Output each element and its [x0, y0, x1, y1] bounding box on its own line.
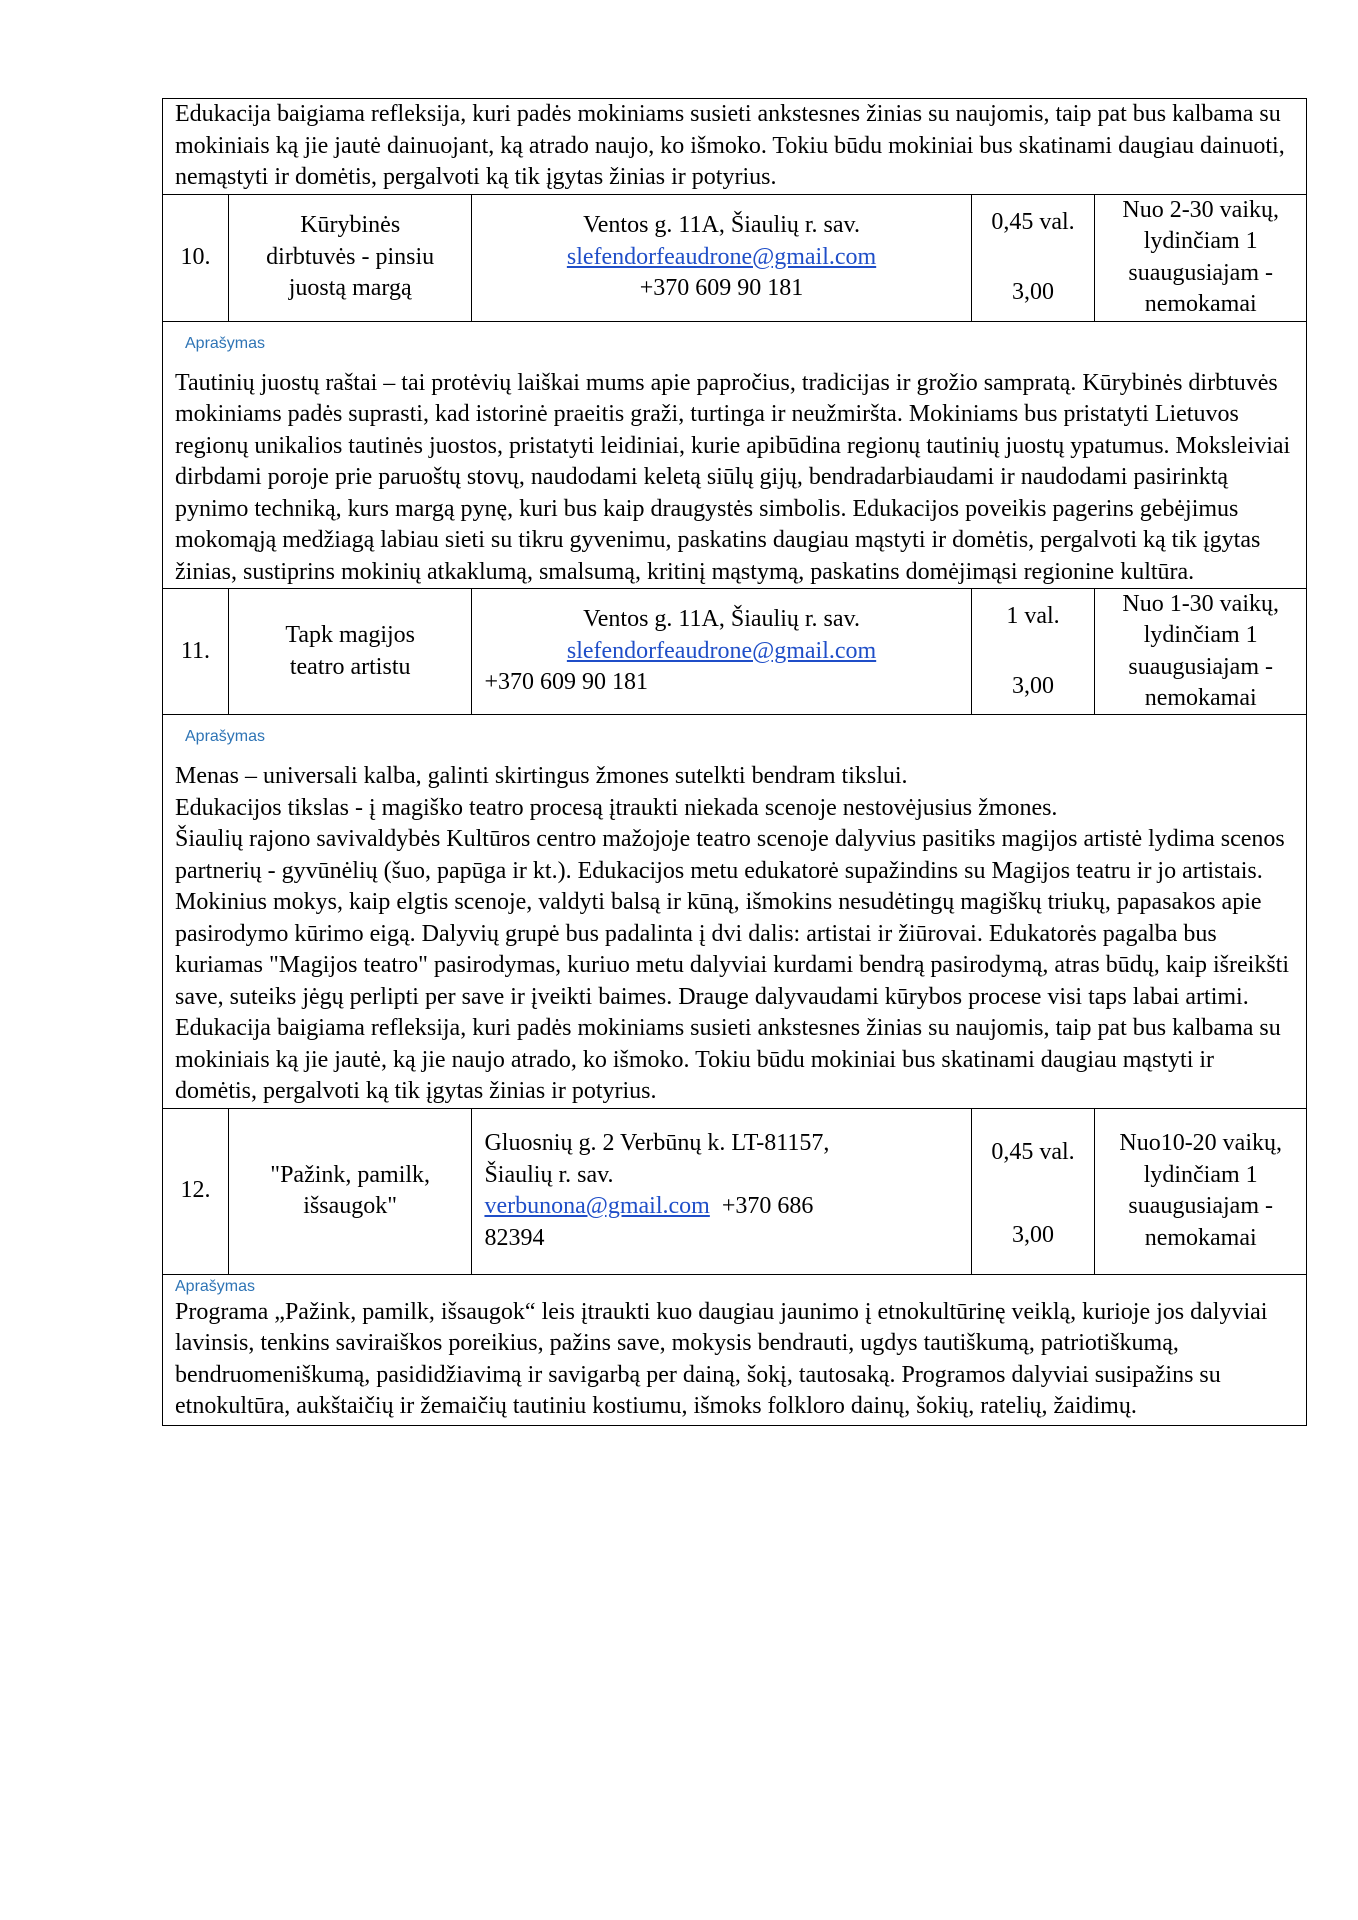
- description-10: [162, 321, 1307, 589]
- intro-description: [162, 98, 1307, 194]
- description-label: Aprašymas: [175, 1277, 256, 1295]
- contact-info: [472, 195, 971, 321]
- description-paragraph: Edukacija baigiama refleksija, kuri padės mokiniams susieti ankstesnes žinias su naujomis, taip pat bus kalbama su mokiniais ką jie jautė, ką jie naujo atrado, ko išmoko. Tokiu būdu mokiniai bus skatinami daugiau mąstyti ir domėtis, pergalvoti ką tik įgytas žinias ir potyrius.: [175, 1015, 1281, 1104]
- contact-info: [472, 589, 971, 714]
- group-size: Nuo 2-30 vaikų, lydinčiam 1 suaugusiajam - nemokamai: [1122, 196, 1280, 317]
- description-12: [162, 1274, 1307, 1426]
- price: 3,00: [1011, 672, 1054, 699]
- address-line: Šiaulių r. sav.: [484, 1161, 614, 1188]
- row-number: 10.: [163, 195, 229, 321]
- email-link[interactable]: slefendorfeaudrone@gmail.com: [566, 243, 877, 270]
- group-size: Nuo10-20 vaikų, lydinčiam 1 suaugusiajam - nemokamai: [1119, 1130, 1283, 1251]
- program-title: "Pažink, pamilk, išsaugok": [229, 1109, 473, 1274]
- intro-text: Edukacija baigiama refleksija, kuri padės mokiniams susieti ankstesnes žinias su naujomis, taip pat bus kalbama su mokiniais ką jie jautė dainuojant, ką atrado naujo, ko išmoko. Tokiu būdu mokiniai bus skatinami daugiau dainuoti, nemąstyti ir domėtis, pergalvoti ką tik įgytas žinias ir potyrius.: [175, 101, 1285, 190]
- phone: +370 686: [709, 1193, 814, 1219]
- phone: +370 609 90 181: [639, 275, 804, 302]
- description-paragraph: Edukacijos tikslas - į magiško teatro procesą įtraukti niekada scenoje nestovėjusius žmones.: [175, 794, 1058, 821]
- address-line: Gluosnių g. 2 Verbūnų k. LT-81157,: [484, 1130, 830, 1156]
- table-row-10: [162, 194, 1307, 321]
- description-paragraph: Menas – universali kalba, galinti skirtingus žmones sutelkti bendram tikslui.: [175, 763, 908, 789]
- row-number: 11.: [163, 589, 229, 714]
- duration: 1 val.: [1006, 603, 1060, 629]
- email-link[interactable]: verbunona@gmail.com: [484, 1193, 710, 1219]
- contact-info: [472, 1109, 971, 1274]
- duration-price: [972, 195, 1096, 321]
- table-row-12: [162, 1108, 1307, 1274]
- description-label: Aprašymas: [185, 334, 266, 352]
- program-title: Tapk magijos teatro artistu: [229, 589, 473, 714]
- document-table: [162, 98, 1307, 1426]
- email-link[interactable]: slefendorfeaudrone@gmail.com: [566, 637, 877, 664]
- address: Ventos g. 11A, Šiaulių r. sav.: [583, 606, 860, 633]
- description-paragraph: Programa „Pažink, pamilk, išsaugok“ leis įtraukti kuo daugiau jaunimo į etnokultūrinę veiklą, kurioje jos dalyviai lavinsis, tenkins saviraiškos poreikius, pažins save, mokysis bendrauti, ugdys tautiškumą, patriotiškumą, bendruomeniškumą, pasididžiavimą ir savigarbą per dainą, šokį, tautosaką. Programos dalyviai susipažins su etnokultūra, aukštaičių ir žemaičių tautiniu kostiumu, išmoks folkloro dainų, šokių, ratelių, žaidimų.: [175, 1298, 1268, 1419]
- row-number: 12.: [163, 1109, 229, 1274]
- price: 3,00: [1011, 1222, 1054, 1248]
- description-paragraph: Tautinių juostų raštai – tai protėvių laiškai mums apie papročius, tradicijas ir grožio sampratą. Kūrybinės dirbtuvės mokiniams padės suprasti, kad istorinė praeitis graži, turtinga ir neužmiršta. Mokiniams bus pristatyti Lietuvos regionų unikalios tautinės juostos, pristatyti leidiniai, kurie apibūdina regionų tautinių juostų ypatumus. Moksleiviai dirbdami poroje prie paruoštų stovų, naudodami keletą siūlų gijų, bendradarbiaudami ir naudodami pasirinktą pynimo techniką, kurs margą pynę, kuri bus kaip draugystės simbolis. Edukacijos poveikis pagerins gebėjimus mokomąją medžiagą labiau sieti su tikru gyvenimu, paskatins daugiau mąstyti ir domėtis, pergalvoti ką tik įgytas žinias, sustiprins mokinių atkaklumą, smalsumą, kritinį mąstymą, paskatins domėjimąsi regionine kultūra.: [175, 369, 1291, 585]
- program-title: Kūrybinės dirbtuvės - pinsiu juostą margą: [229, 195, 473, 321]
- description-11: [162, 714, 1307, 1108]
- duration-price: [972, 1109, 1096, 1274]
- phone: +370 609 90 181: [484, 669, 649, 696]
- duration-price: [972, 589, 1096, 714]
- duration: 0,45 val.: [991, 1138, 1075, 1165]
- description-label: Aprašymas: [185, 728, 266, 745]
- group-size: Nuo 1-30 vaikų, lydinčiam 1 suaugusiajam - nemokamai: [1122, 590, 1280, 711]
- table-row-11: [162, 588, 1307, 714]
- phone-continued: 82394: [484, 1224, 545, 1251]
- address: Ventos g. 11A, Šiaulių r. sav.: [583, 212, 860, 239]
- description-paragraph: Šiaulių rajono savivaldybės Kultūros centro mažojoje teatro scenoje dalyvius pasitiks magijos artistė lydima scenos partnerių - gyvūnėlių (šuo, papūga ir kt.). Edukacijos metu edukatorė supažindins su Magijos teatru ir jo artistais. Mokinius mokys, kaip elgtis scenoje, valdyti balsą ir kūną, išmokins nesudėtingų magiškų triukų, papasakos apie pasirodymo kūrimo eigą. Dalyvių grupė bus padalinta į dvi dalis: artistai ir žiūrovai. Edukatorės pagalba bus kuriamas "Magijos teatro" pasirodymas, kuriuo metu dalyviai kurdami bendrą pasirodymą, atras būdų, kaip išreikšti save, suteiks jėgų perlipti per save ir įveikti baimes. Drauge dalyvaudami kūrybos procese visi taps labai artimi.: [175, 826, 1290, 1010]
- duration: 0,45 val.: [991, 208, 1075, 235]
- price: 3,00: [1011, 279, 1054, 305]
